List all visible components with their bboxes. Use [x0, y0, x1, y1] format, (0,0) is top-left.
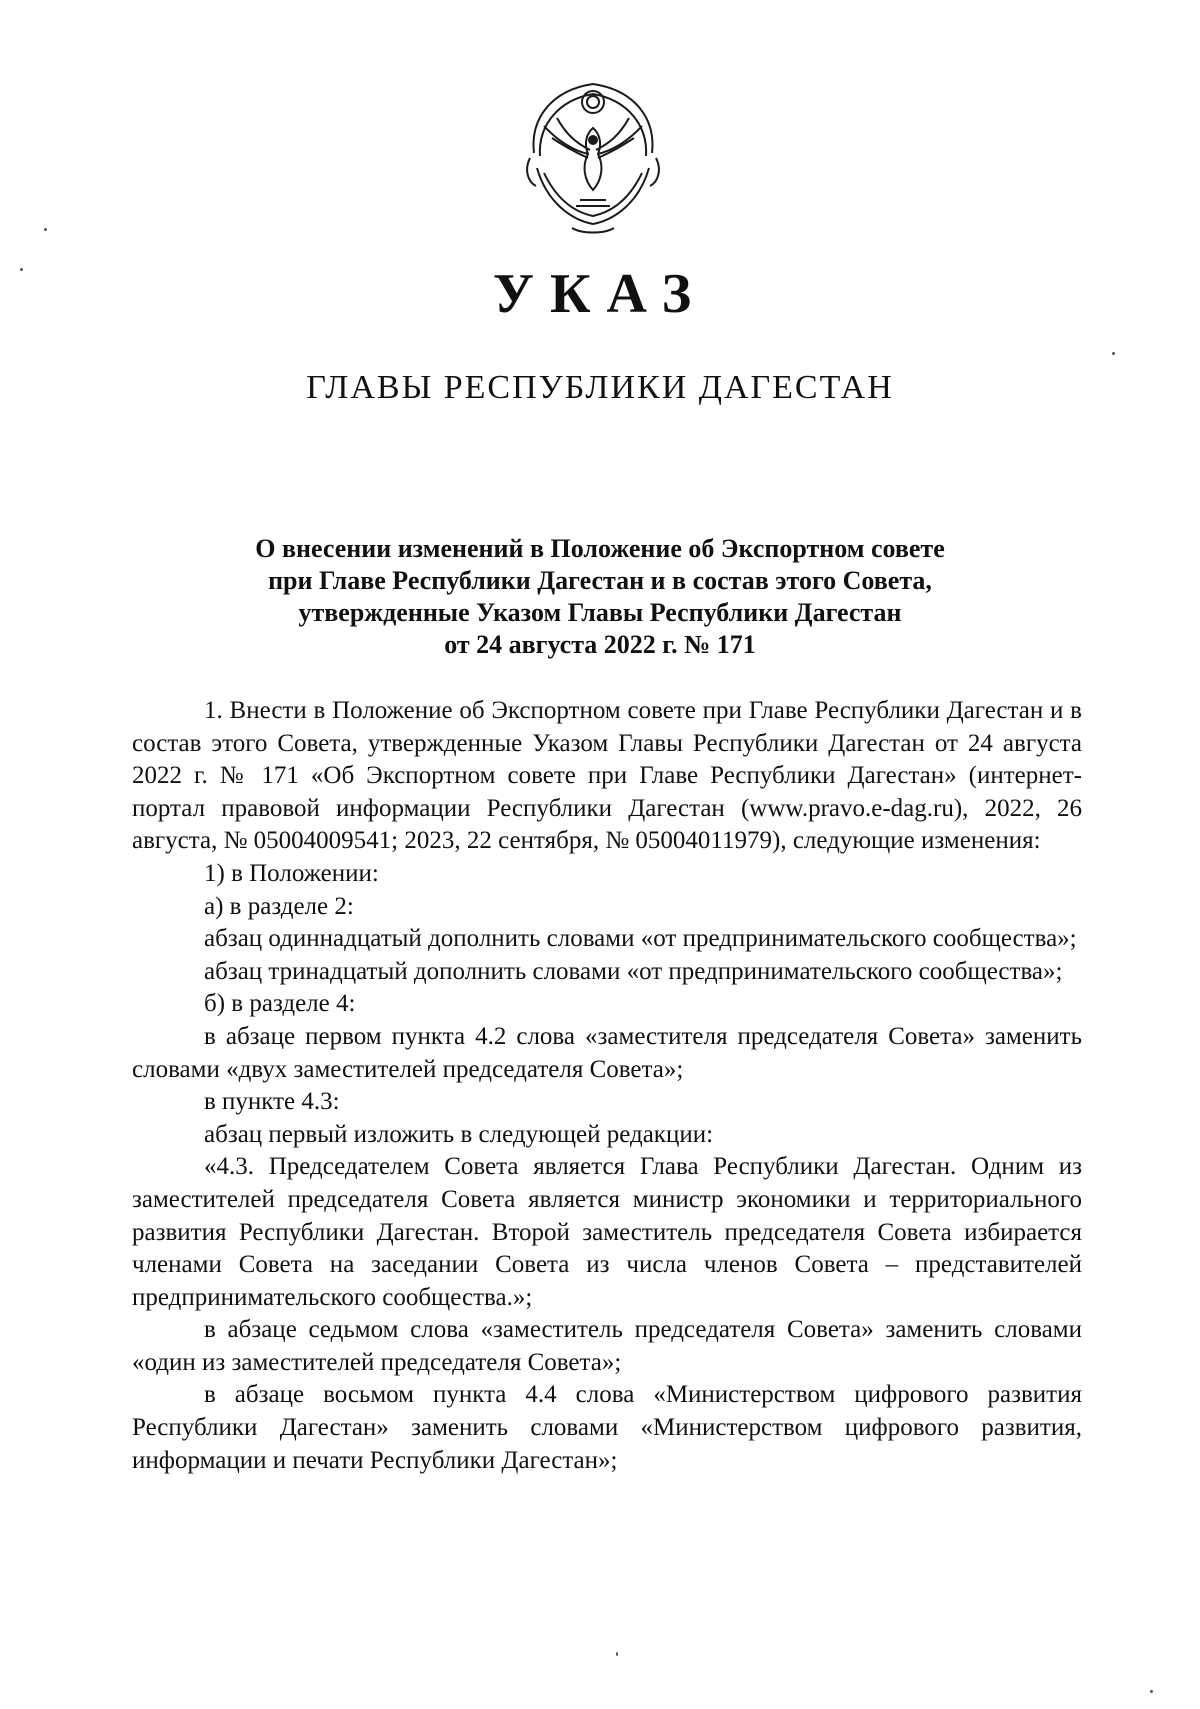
body-paragraph: в абзаце первом пункта 4.2 слова «заместителя председателя Совета» заменить словами «двух заместителей председателя Совета»;	[132, 1022, 1082, 1083]
body-paragraph: абзац одиннадцатый дополнить словами «от предпринимательского сообщества»;	[204, 925, 1077, 953]
document-body	[132, 695, 1082, 1477]
document-title: УКАЗ	[492, 263, 708, 325]
eagle-emblem-icon	[512, 78, 674, 238]
body-paragraph: 1) в Положении:	[204, 859, 379, 887]
body-paragraph: 1. Внести в Положение об Экспортном совете при Главе Республики Дагестан и в состав этого Совета, утвержденные Указом Главы Республики Дагестан от 24 августа 2022 г. № 171 «Об Экспортном совете при Главе Республики Дагестан» (интернет-портал правовой информации Республики Дагестан (www.pravo.e-dag.ru), 2022, 26 августа, № 05004009541; 2023, 22 сентября, № 05004011979), следующие изменения:	[132, 697, 1082, 855]
document-subtitle: ГЛАВЫ РЕСПУБЛИКИ ДАГЕСТАН	[306, 369, 894, 406]
heading-line: утвержденные Указом Главы Республики Дагестан	[298, 598, 902, 627]
scan-speck	[20, 268, 23, 271]
body-paragraph: «4.3. Председателем Совета является Глава Республики Дагестан. Одним из заместителей председателя Совета является министр экономики и территориального развития Республики Дагестан. Второй заместитель председателя Совета избирается членами Совета на заседании Совета из числа членов Совета – представителей предпринимательского сообщества.»;	[132, 1153, 1082, 1311]
body-paragraph: б) в разделе 4:	[204, 990, 356, 1018]
scan-speck	[1150, 1690, 1153, 1693]
body-paragraph: а) в разделе 2:	[204, 892, 354, 920]
coat-of-arms-emblem	[512, 78, 674, 238]
heading-line: от 24 августа 2022 г. № 171	[444, 630, 756, 659]
heading-line: О внесении изменений в Положение об Экспортном совете	[255, 534, 945, 563]
document-heading	[130, 533, 1070, 661]
body-paragraph: абзац тринадцатый дополнить словами «от предпринимательского сообщества»;	[204, 957, 1063, 985]
heading-line: при Главе Республики Дагестан и в состав этого Совета,	[268, 566, 932, 595]
scan-speck	[44, 228, 47, 231]
body-paragraph: в пункте 4.3:	[204, 1088, 340, 1116]
scan-speck	[616, 1652, 618, 1656]
body-paragraph: абзац первый изложить в следующей редакции:	[204, 1120, 714, 1148]
body-paragraph: в абзаце восьмом пункта 4.4 слова «Министерством цифрового развития Республики Дагестан» заменить словами «Министерством цифрового развития, информации и печати Республики Дагестан»;	[132, 1381, 1082, 1474]
scan-speck	[1112, 352, 1115, 355]
body-paragraph: в абзаце седьмом слова «заместитель председателя Совета» заменить словами «один из заместителей председателя Совета»;	[132, 1316, 1082, 1376]
